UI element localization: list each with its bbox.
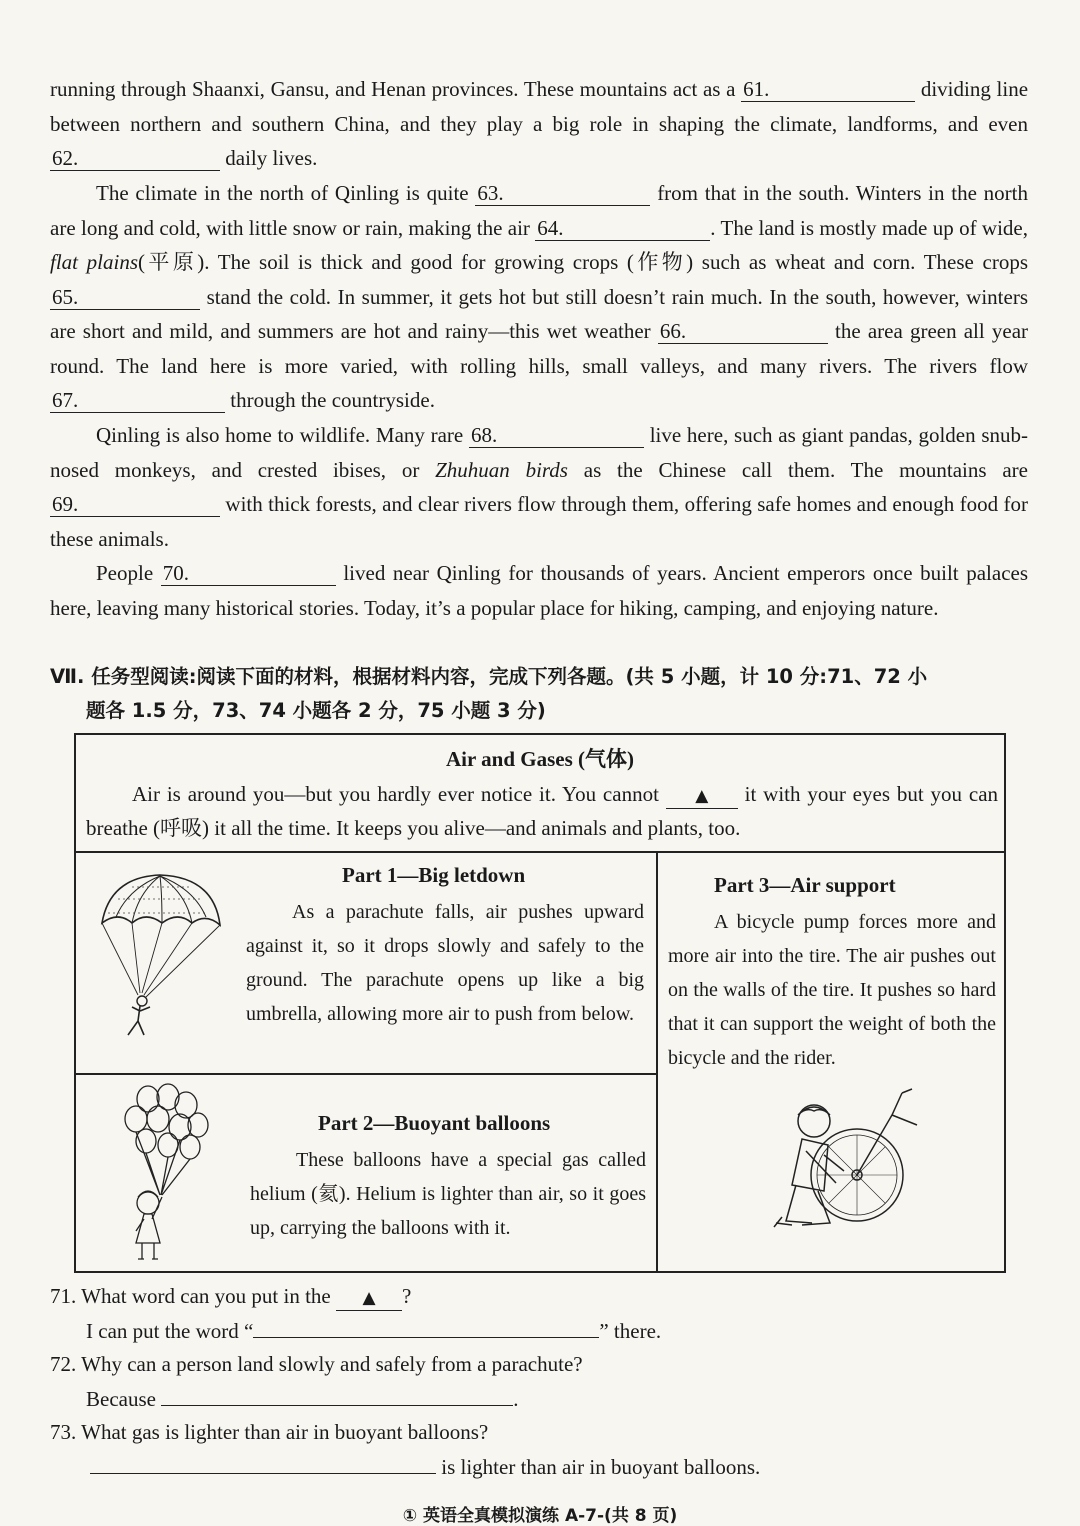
answer-73: is lighter than air in buoyant balloons. — [90, 1449, 760, 1484]
blank-63[interactable]: 63. — [475, 179, 650, 206]
blank-64[interactable]: 64. — [535, 214, 710, 241]
passage-paragraph-2: The climate in the north of Qinling is quite 63. from that in the south. Winters in the north are long and cold, with little snow or rain, making the air 64. . The land is mostly made up of wide, flat plains(平原). The soil is thick and good for growing crops (作物) such as wheat and corn. These crops 65. stand the cold. In summer, it gets hot but still doesn’t rain much. In the south, however, winters are short and mild, and summers are hot and rainy—this wet weather 66. the area green all year round. The land here is more varied, with rolling hills, small valleys, and many rivers. The rivers flow 67. through the countryside. — [50, 181, 1029, 412]
question-71: 71. What word can you put in the ▲ ? — [50, 1279, 411, 1313]
parachute-illustration — [98, 873, 223, 1038]
passage-paragraph-3: Qinling is also home to wildlife. Many rare 68. live here, such as giant pandas, golden snub-nosed monkeys, and crested ibises, or Zhuhuan birds as the Chinese call them. The mountains are 69. with thick forests, and clear rivers flow through them, offering safe homes and enough food for these animals. — [50, 423, 1029, 551]
reading-material-box — [74, 733, 1006, 1273]
part1-title: Part 1—Big letdown — [342, 863, 526, 887]
blank-70[interactable]: 70. — [161, 559, 336, 586]
blank-68[interactable]: 68. — [469, 421, 644, 448]
blank-65[interactable]: 65. — [50, 283, 200, 310]
question-73: 73. What gas is lighter than air in buoyant balloons? — [50, 1420, 489, 1444]
blank-66[interactable]: 66. — [658, 317, 828, 344]
part3-text: A bicycle pump forces more and more air into the tire. The air pushes out on the walls of the tire. It pushes so hard that it can support the weight of both the bicycle and the rider. — [668, 911, 996, 1069]
box-divider-vertical — [656, 851, 658, 1271]
box-intro: Air is around you—but you hardly ever notice it. You cannot ▲ it with your eyes but you can breathe (呼吸) it all the time. It keeps you alive—and animals and plants, too. — [86, 782, 999, 840]
blank-61[interactable]: 61. — [741, 75, 915, 102]
question-72: 72. Why can a person land slowly and safely from a parachute? — [50, 1352, 583, 1376]
part3-title: Part 3—Air support — [714, 873, 896, 897]
part2-text: These balloons have a special gas called helium (氦). Helium is lighter than air, so it goes up, carrying the balloons with it. — [250, 1149, 646, 1239]
balloons-girl-illustration — [106, 1085, 226, 1263]
passage-paragraph-4: People 70. lived near Qinling for thousands of years. Ancient emperors once built palaces here, leaving many historical stories. Today, it’s a popular place for hiking, camping, and enjoying nature. — [50, 561, 1029, 620]
box-title: Air and Gases (气体) — [445, 747, 635, 771]
triangle-blank[interactable]: ▲ — [666, 784, 738, 809]
part2-title: Part 2—Buoyant balloons — [318, 1111, 551, 1135]
answer-73-blank[interactable] — [90, 1449, 436, 1474]
part1-text: As a parachute falls, air pushes upward against it, so it drops slowly and safely to the ground. The parachute opens up like a big umbrella, allowing more air to push from below. — [246, 901, 644, 1025]
answer-72: Because . — [86, 1381, 518, 1416]
blank-67[interactable]: 67. — [50, 386, 225, 413]
page-footer: ① 英语全真模拟演练 A-7-(共 8 页) — [402, 1506, 678, 1526]
blank-62[interactable]: 62. — [50, 144, 220, 171]
answer-72-blank[interactable] — [161, 1381, 513, 1406]
answer-71-blank[interactable] — [253, 1313, 599, 1338]
box-divider-horizontal — [76, 851, 1004, 853]
passage-paragraph-1: running through Shaanxi, Gansu, and Henan provinces. These mountains act as a 61. dividing line between northern and southern China, and they play a big role in shaping the climate, landforms, and even 62. daily lives. — [50, 77, 1029, 170]
answer-71: I can put the word “ ” there. — [86, 1313, 661, 1348]
section-7-heading: Ⅶ. 任务型阅读:阅读下面的材料，根据材料内容，完成下列各题。(共 5 小题，计 10 分:71、72 小 — [50, 665, 928, 688]
blank-69[interactable]: 69. — [50, 490, 220, 517]
section-7-heading-line2: 题各 1.5 分，73、74 小题各 2 分，75 小题 3 分) — [86, 699, 546, 722]
q71-triangle-mark: ▲ — [336, 1286, 402, 1311]
bicycle-pump-illustration — [752, 1085, 922, 1245]
box-divider-left — [76, 1073, 657, 1075]
